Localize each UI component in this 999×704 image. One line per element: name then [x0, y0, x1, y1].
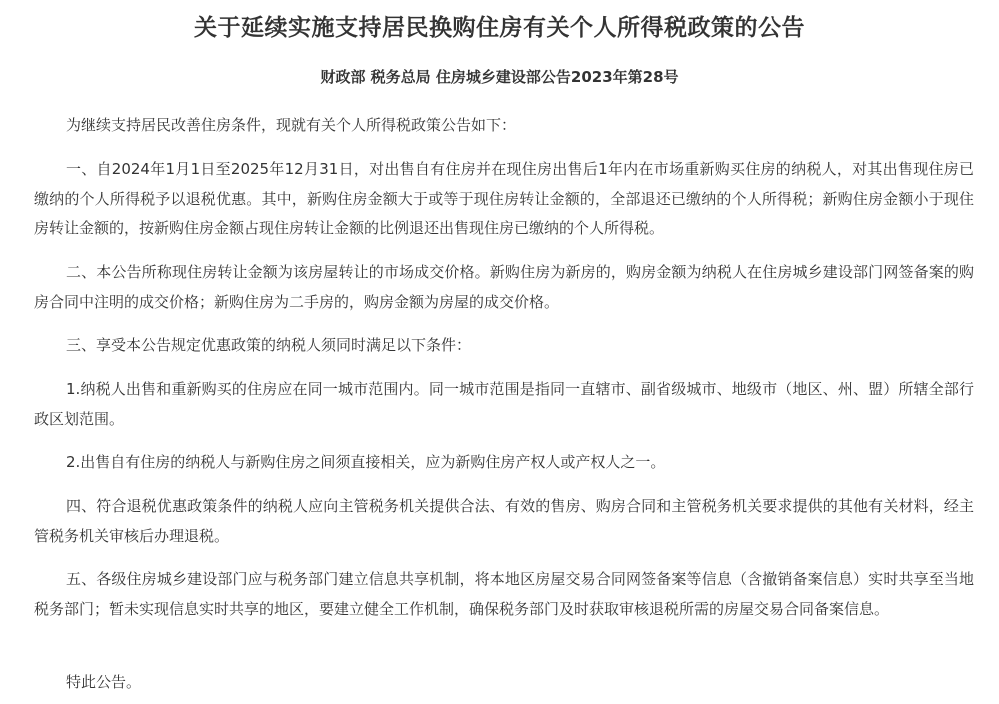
clause-5-paragraph: 五、各级住房城乡建设部门应与税务部门建立信息共享机制，将本地区房屋交易合同网签备案等信息（含撤销备案信息）实时共享至当地税务部门；暂未实现信息实时共享的地区，要建立健全工作机制，确保税务部门及时获取审核退税所需的房屋交易合同备案信息。	[34, 570, 974, 618]
clause-3-paragraph: 三、享受本公告规定优惠政策的纳税人须同时满足以下条件：	[66, 336, 472, 354]
document-subtitle: 财政部 税务总局 住房城乡建设部公告2023年第28号	[320, 68, 679, 86]
document-title: 关于延续实施支持居民换购住房有关个人所得税政策的公告	[194, 15, 805, 41]
clause-4-paragraph: 四、符合退税优惠政策条件的纳税人应向主管税务机关提供合法、有效的售房、购房合同和主管税务机关要求提供的其他有关材料，经主管税务机关审核后办理退税。	[34, 497, 974, 545]
clause-1-paragraph: 一、自2024年1月1日至2025年12月31日，对出售自有住房并在现住房出售后1年内在市场重新购买住房的纳税人，对其出售现住房已缴纳的个人所得税予以退税优惠。其中，新购住房金额大于或等于现住房转让金额的，全部退还已缴纳的个人所得税；新购住房金额小于现住房转让金额的，按新购住房金额占现住房转让金额的比例退还出售现住房已缴纳的个人所得税。	[34, 160, 974, 237]
intro-paragraph: 为继续支持居民改善住房条件，现就有关个人所得税政策公告如下：	[66, 116, 517, 134]
condition-1-paragraph: 1.纳税人出售和重新购买的住房应在同一城市范围内。同一城市范围是指同一直辖市、副省级城市、地级市（地区、州、盟）所辖全部行政区划范围。	[34, 380, 974, 428]
condition-2-paragraph: 2.出售自有住房的纳税人与新购住房之间须直接相关，应为新购住房产权人或产权人之一。	[66, 453, 666, 471]
closing-paragraph: 特此公告。	[66, 673, 142, 691]
clause-2-paragraph: 二、本公告所称现住房转让金额为该房屋转让的市场成交价格。新购住房为新房的，购房金额为纳税人在住房城乡建设部门网签备案的购房合同中注明的成交价格；新购住房为二手房的，购房金额为房屋的成交价格。	[34, 263, 974, 311]
